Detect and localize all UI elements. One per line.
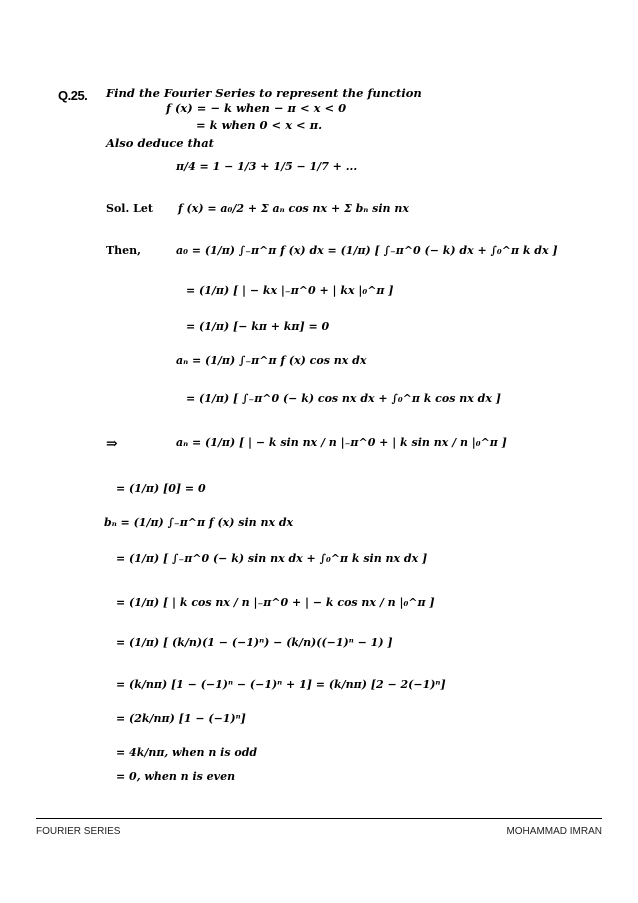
a0-equation-line-3: = (1/π) [− kπ + kπ] = 0 bbox=[186, 320, 330, 333]
an-equation-line-4: = (1/π) [0] = 0 bbox=[116, 482, 206, 495]
series-identity: π/4 = 1 − 1/3 + 1/5 − 1/7 + ... bbox=[176, 160, 358, 173]
an-equation-line-3: aₙ = (1/π) [ | − k sin nx / n |₋π^0 + | k sin nx / n |₀^π ] bbox=[176, 436, 507, 449]
a0-equation-line-1: a₀ = (1/π) ∫₋π^π f (x) dx = (1/π) [ ∫₋π^0 (− k) dx + ∫₀^π k dx ] bbox=[176, 244, 558, 257]
bn-equation-line-4: = (1/π) [ (k/n)(1 − (−1)ⁿ) − (k/n)((−1)ⁿ − 1) ] bbox=[116, 636, 393, 649]
implies-arrow: ⇒ bbox=[106, 436, 118, 452]
bn-equation-line-3: = (1/π) [ | k cos nx / n |₋π^0 + | − k cos nx / n |₀^π ] bbox=[116, 596, 435, 609]
deduce-label: Also deduce that bbox=[106, 136, 214, 150]
solution-label: Sol. Let bbox=[106, 202, 153, 215]
bn-equation-line-6: = (2k/nπ) [1 − (−1)ⁿ] bbox=[116, 712, 246, 725]
function-case-2: = k when 0 < x < π. bbox=[196, 118, 323, 132]
an-equation-line-2: = (1/π) [ ∫₋π^0 (− k) cos nx dx + ∫₀^π k cos nx dx ] bbox=[186, 392, 501, 405]
fourier-series-definition: f (x) = a₀/2 + Σ aₙ cos nx + Σ bₙ sin nx bbox=[178, 202, 409, 215]
function-case-1: f (x) = − k when − π < x < 0 bbox=[166, 101, 347, 115]
footer-right: MOHAMMAD IMRAN bbox=[506, 826, 602, 837]
bn-equation-line-5: = (k/nπ) [1 − (−1)ⁿ − (−1)ⁿ + 1] = (k/nπ) [2 − 2(−1)ⁿ] bbox=[116, 678, 446, 691]
a0-equation-line-2: = (1/π) [ | − kx |₋π^0 + | kx |₀^π ] bbox=[186, 284, 394, 297]
an-equation-line-1: aₙ = (1/π) ∫₋π^π f (x) cos nx dx bbox=[176, 354, 367, 367]
question-number: Q.25. bbox=[58, 88, 88, 103]
bn-equation-line-1: bₙ = (1/π) ∫₋π^π f (x) sin nx dx bbox=[104, 516, 294, 529]
bn-equation-line-8: = 0, when n is even bbox=[116, 770, 236, 783]
footer-left: FOURIER SERIES bbox=[36, 826, 121, 837]
then-label: Then, bbox=[106, 244, 142, 257]
question-prompt: Find the Fourier Series to represent the function bbox=[106, 86, 422, 100]
bn-equation-line-2: = (1/π) [ ∫₋π^0 (− k) sin nx dx + ∫₀^π k sin nx dx ] bbox=[116, 552, 428, 565]
footer-divider bbox=[36, 818, 602, 819]
bn-equation-line-7: = 4k/nπ, when n is odd bbox=[116, 746, 258, 759]
